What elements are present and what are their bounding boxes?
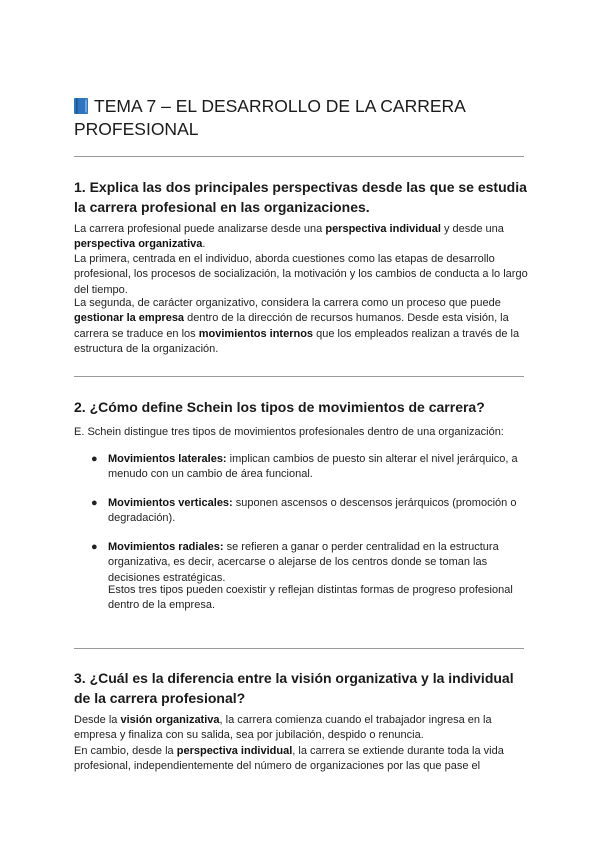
list-item: ● Movimientos laterales: implican cambios de puesto sin alterar el nivel jerárquico, a menudo con un cambio de área funcional. [91, 453, 518, 481]
question-1-paragraph-3: La segunda, de carácter organizativo, considera la carrera como un proceso que puede gestionar la empresa dentro de la dirección de recursos humanos. Desde esta visión, la carrera se traduce en los movimientos internos que los empleados realizan a través de la estructura de la organización. [74, 297, 520, 356]
page-title-text: TEMA 7 – EL DESARROLLO DE LA CARRERA PROFESIONAL [74, 96, 465, 139]
section-divider [74, 156, 524, 157]
list-item: ● Movimientos verticales: suponen ascensos o descensos jerárquicos (promoción o degradación). [91, 497, 517, 525]
question-3-paragraph-2: En cambio, desde la perspectiva individual, la carrera se extiende durante toda la vida profesional, independientemente del número de organizaciones por las que pase el [74, 745, 504, 773]
question-2-title: 2. ¿Cómo define Schein los tipos de movimientos de carrera? [74, 399, 485, 415]
question-3-title: 3. ¿Cuál es la diferencia entre la visión organizativa y la individual de la carrera profesional? [74, 670, 514, 706]
bullet-icon: ● [91, 453, 98, 465]
question-3-paragraph-1: Desde la visión organizativa, la carrera comienza cuando el trabajador ingresa en la empresa y finaliza con su salida, sea por jubilación, despido o renuncia. [74, 714, 492, 742]
question-2-closing: Estos tres tipos pueden coexistir y reflejan distintas formas de progreso profesional dentro de la empresa. [108, 584, 513, 612]
question-1-paragraph-2: La primera, centrada en el individuo, aborda cuestiones como las etapas de desarrollo profesional, los procesos de socialización, la motivación y los cambios de conducta a lo largo del tiempo. [74, 253, 528, 296]
bullet-icon: ● [91, 541, 98, 553]
book-icon [74, 97, 88, 113]
list-item: ● Movimientos radiales: se refieren a ganar o perder centralidad en la estructura organizativa, es decir, acercarse o alejarse de los centros donde se toman las decisiones estratégicas. [91, 541, 499, 584]
question-1-paragraph-1: La carrera profesional puede analizarse desde una perspectiva individual y desde una perspectiva organizativa. [74, 223, 504, 251]
section-divider [74, 648, 524, 649]
page-title [74, 95, 534, 141]
section-divider [74, 376, 524, 377]
question-1-title: 1. Explica las dos principales perspectivas desde las que se estudia la carrera profesional en las organizaciones. [74, 179, 527, 215]
question-2-intro: E. Schein distingue tres tipos de movimientos profesionales dentro de una organización: [74, 426, 504, 438]
bullet-icon: ● [91, 497, 98, 509]
